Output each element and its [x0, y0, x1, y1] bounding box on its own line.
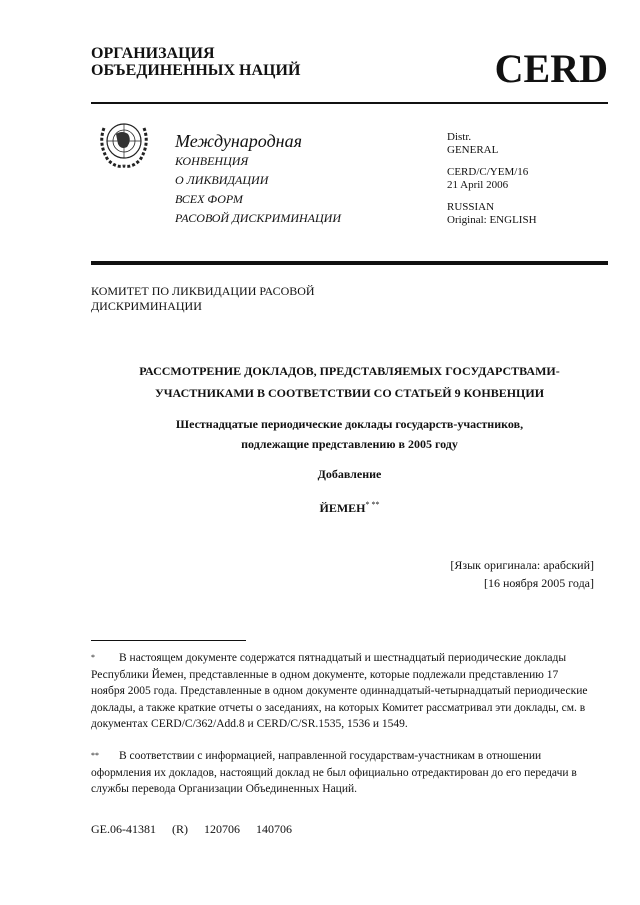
convention-line: О ЛИКВИДАЦИИ — [175, 173, 269, 187]
divider — [91, 102, 608, 104]
footnote-text: В настоящем документе содержатся пятнадцатый и шестнадцатый периодические доклады Республики Йемен, представленные в одном документе, которые подлежали представлению 17 ноября 2005 года. Представленные в одном документе одиннадцатый-четырнадцатый периодические доклады, а также краткие отчеты о заседаниях, на которых Комитет рассматривал эти доклады, см. в документах CERD/C/362/Add.8 и CERD/C/SR.1535, 1536 и 1549. — [91, 652, 588, 730]
title-line: УЧАСТНИКАМИ В СООТВЕТСТВИИ СО СТАТЬЕЙ 9 КОНВЕНЦИИ — [154, 386, 545, 400]
convention-title — [175, 130, 341, 228]
organization-name — [91, 45, 300, 79]
main-title — [91, 360, 608, 404]
country-name: ЙЕМЕН — [319, 501, 366, 515]
footnote-text: В соответствии с информацией, направленной государствам-участникам в отношении оформления их докладов, настоящий доклад не был официально отредактирован до его передачи в службы перевода Организации Объединенных Наций. — [91, 750, 577, 795]
document-symbol-large: CERD — [494, 46, 608, 91]
convention-line: РАСОВОЙ ДИСКРИМИНАЦИИ — [175, 211, 342, 225]
committee-line: ДИСКРИМИНАЦИИ — [91, 299, 202, 313]
org-line-2: ОБЪЕДИНЕННЫХ НАЦИЙ — [91, 62, 301, 79]
original-language: Original: ENGLISH — [447, 214, 537, 226]
title-line: РАССМОТРЕНИЕ ДОКЛАДОВ, ПРЕДСТАВЛЯЕМЫХ ГОСУДАРСТВАМИ- — [139, 364, 560, 378]
country-heading — [91, 500, 608, 516]
distr-label: Distr. — [447, 131, 472, 143]
un-emblem-icon — [94, 114, 154, 172]
document-date: 21 April 2006 — [447, 179, 509, 191]
submission-date-note: [16 ноября 2005 года] — [483, 576, 594, 590]
convention-line: Международная — [175, 131, 302, 151]
language-note — [450, 556, 594, 592]
document-language: RUSSIAN — [447, 201, 495, 213]
footnote — [91, 748, 591, 798]
committee-name — [91, 284, 315, 314]
footnote-mark: ** — [91, 751, 99, 760]
original-language-note: [Язык оригинала: арабский] — [450, 558, 594, 572]
language-code: (R) — [172, 822, 188, 836]
job-number-footer — [91, 822, 308, 837]
convention-line: ВСЕХ ФОРМ — [175, 192, 243, 206]
document-info — [447, 131, 537, 236]
addendum-label: Добавление — [317, 467, 382, 481]
footer-date: 140706 — [256, 822, 292, 836]
footnote-marks: * ** — [365, 500, 380, 509]
org-line-1: ОРГАНИЗАЦИЯ — [91, 45, 215, 62]
subtitle-line: Шестнадцатые периодические доклады государств-участников, — [175, 417, 524, 431]
footnote-mark: * — [91, 653, 95, 662]
convention-line: КОНВЕНЦИЯ — [175, 154, 249, 168]
subtitle — [91, 414, 608, 454]
document-symbol: CERD/C/YEM/16 — [447, 166, 529, 178]
thick-divider — [91, 261, 608, 265]
job-number: GE.06-41381 — [91, 822, 156, 836]
subtitle-line: подлежащие представлению в 2005 году — [241, 437, 458, 451]
distribution: GENERAL — [447, 144, 499, 156]
committee-line: КОМИТЕТ ПО ЛИКВИДАЦИИ РАСОВОЙ — [91, 284, 315, 298]
footnote-divider — [91, 640, 246, 641]
footnote — [91, 650, 591, 733]
footer-date: 120706 — [204, 822, 240, 836]
